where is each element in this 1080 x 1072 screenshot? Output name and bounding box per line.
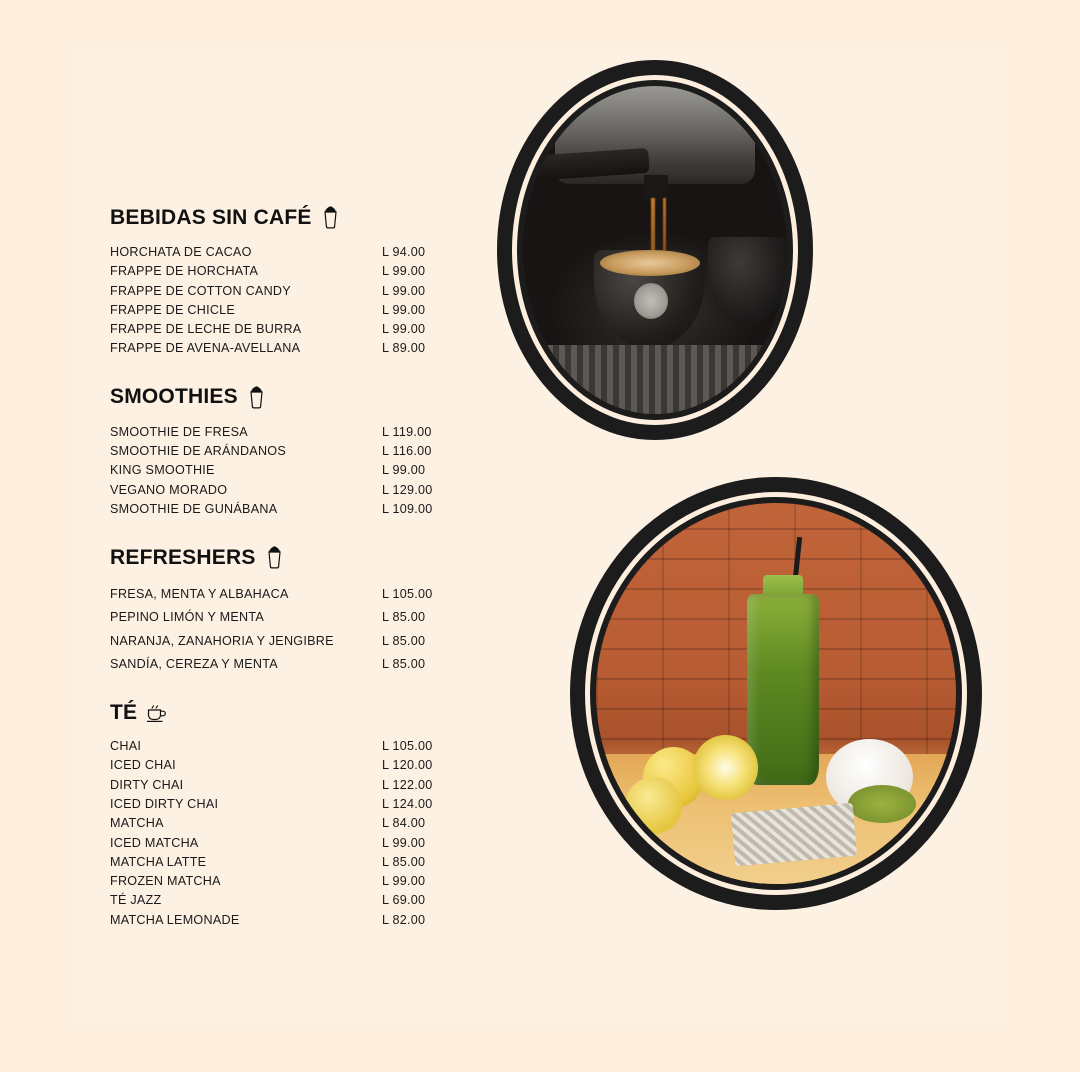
item-price: L 124.00	[382, 796, 433, 811]
item-price: L 99.00	[382, 874, 426, 889]
item-price: L 129.00	[382, 482, 433, 497]
item-price: L 109.00	[382, 501, 433, 516]
item-name: SMOOTHIE DE GUNÁBANA	[110, 501, 278, 516]
menu-item	[110, 911, 490, 930]
item-name: HORCHATA DE CACAO	[110, 245, 252, 259]
menu-item	[110, 853, 490, 872]
item-name: NARANJA, ZANAHORIA Y JENGIBRE	[110, 633, 334, 648]
menu-item	[110, 301, 490, 320]
menu-item	[110, 737, 490, 756]
menu-item	[110, 872, 490, 891]
to-go-cup-icon	[247, 385, 266, 409]
to-go-cup-icon	[265, 545, 284, 569]
section-items	[110, 737, 490, 930]
section-items	[110, 423, 490, 519]
item-price: L 94.00	[382, 245, 426, 259]
item-price: L 99.00	[382, 264, 426, 279]
section-header	[110, 205, 490, 229]
section-header	[110, 385, 490, 409]
item-price: L 99.00	[382, 322, 426, 337]
section-header	[110, 545, 490, 569]
section-items	[110, 243, 490, 359]
menu-item	[110, 630, 490, 653]
menu-item	[110, 442, 490, 461]
menu-item	[110, 339, 490, 358]
item-price: L 85.00	[382, 854, 426, 869]
menu-item	[110, 282, 490, 301]
item-price: L 85.00	[382, 656, 426, 671]
menu-item	[110, 243, 490, 262]
item-name: SANDÍA, CEREZA Y MENTA	[110, 656, 278, 671]
photo-image	[523, 86, 787, 414]
item-price: L 119.00	[382, 424, 432, 439]
item-name: SMOOTHIE DE ARÁNDANOS	[110, 444, 286, 459]
menu-item	[110, 891, 490, 910]
item-price: L 99.00	[382, 302, 426, 317]
photo-ring	[585, 492, 967, 895]
to-go-cup-icon	[321, 205, 340, 229]
item-name: ICED CHAI	[110, 758, 176, 773]
menu-item	[110, 653, 490, 676]
menu-item	[110, 262, 490, 281]
section-title: REFRESHERS	[110, 545, 256, 569]
menu-section	[110, 702, 490, 930]
menu-section	[110, 385, 490, 519]
item-price: L 120.00	[382, 758, 433, 773]
menu-item	[110, 776, 490, 795]
item-name: ICED DIRTY CHAI	[110, 796, 219, 811]
item-price: L 105.00	[382, 739, 433, 754]
green-smoothie-photo	[570, 477, 982, 910]
section-header	[110, 702, 490, 723]
item-name: ICED MATCHA	[110, 835, 199, 850]
menu-item	[110, 500, 490, 519]
photo-image	[596, 503, 956, 884]
item-price: L 85.00	[382, 610, 426, 625]
item-name: MATCHA LEMONADE	[110, 912, 240, 927]
item-name: FRAPPE DE AVENA-AVELLANA	[110, 341, 301, 356]
menu-item	[110, 756, 490, 775]
item-price: L 99.00	[382, 283, 426, 298]
menu-item	[110, 423, 490, 442]
item-name: DIRTY CHAI	[110, 777, 184, 792]
item-name: FRESA, MENTA Y ALBAHACA	[110, 587, 289, 602]
menu-item	[110, 461, 490, 480]
item-price: L 69.00	[382, 893, 426, 908]
menu-item	[110, 583, 490, 606]
menu-section	[110, 545, 490, 676]
section-title: BEBIDAS SIN CAFÉ	[110, 205, 312, 229]
item-name: FRAPPE DE COTTON CANDY	[110, 283, 291, 298]
item-name: TÉ JAZZ	[110, 893, 162, 908]
tea-cup-icon	[146, 703, 168, 723]
item-price: L 105.00	[382, 587, 433, 602]
section-items	[110, 583, 490, 676]
menu-item	[110, 814, 490, 833]
item-name: FRAPPE DE CHICLE	[110, 302, 236, 317]
menu-item	[110, 834, 490, 853]
item-price: L 99.00	[382, 835, 426, 850]
menu-item	[110, 795, 490, 814]
item-name: FROZEN MATCHA	[110, 874, 221, 889]
section-title: TÉ	[110, 701, 138, 725]
menu-item	[110, 481, 490, 500]
item-name: FRAPPE DE LECHE DE BURRA	[110, 322, 302, 337]
photo-ring	[512, 75, 798, 425]
section-title: SMOOTHIES	[110, 385, 238, 409]
menu-item	[110, 320, 490, 339]
item-price: L 99.00	[382, 463, 426, 478]
item-price: L 82.00	[382, 912, 426, 927]
espresso-machine-photo	[497, 60, 813, 440]
menu-item	[110, 606, 490, 629]
item-name: FRAPPE DE HORCHATA	[110, 264, 259, 279]
item-name: CHAI	[110, 739, 142, 754]
item-name: SMOOTHIE DE FRESA	[110, 424, 248, 439]
item-price: L 116.00	[382, 444, 432, 459]
item-price: L 85.00	[382, 633, 426, 648]
item-name: PEPINO LIMÓN Y MENTA	[110, 610, 265, 625]
item-price: L 122.00	[382, 777, 433, 792]
item-price: L 89.00	[382, 341, 426, 356]
menu-sections	[110, 205, 490, 956]
menu-section	[110, 205, 490, 359]
item-price: L 84.00	[382, 816, 426, 831]
item-name: MATCHA	[110, 816, 164, 831]
item-name: MATCHA LATTE	[110, 854, 207, 869]
item-name: VEGANO MORADO	[110, 482, 228, 497]
item-name: KING SMOOTHIE	[110, 463, 215, 478]
